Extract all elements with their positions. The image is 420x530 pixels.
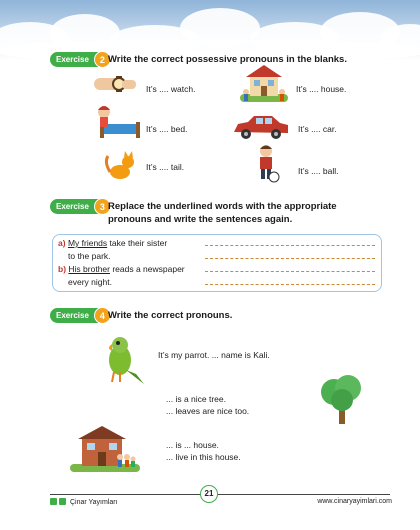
sentence-b-line2: every night. — [68, 277, 112, 287]
ex2-item-bed: It’s .... bed. — [146, 124, 188, 134]
exercise-2-instruction: Write the correct possessive pronouns in the blanks. — [108, 54, 347, 65]
tree-image — [316, 372, 368, 426]
exercise-3-badge: Exercise 3 — [50, 199, 109, 214]
answer-line-a1[interactable] — [205, 245, 375, 246]
exercise-3-instruction-line2: pronouns and write the sentences again. — [108, 214, 293, 225]
underlined-subject-a: My friends — [67, 238, 108, 248]
exercise-2-badge: Exercise 2 — [50, 52, 109, 67]
car-image — [232, 114, 290, 140]
parrot-image — [98, 334, 148, 386]
facebook-icon — [50, 498, 57, 505]
ex2-item-car: It’s .... car. — [298, 124, 337, 134]
exercise-4-badge: Exercise 4 — [50, 308, 109, 323]
publisher-website: www.cinaryayimlari.com — [317, 498, 392, 505]
ex4-item-parrot: It’s my parrot. ... name is Kali. — [158, 350, 270, 360]
exercise-3-instruction-line1: Replace the underlined words with the appropriate — [108, 201, 337, 212]
sentence-b: b) His brother reads a newspaper — [58, 264, 185, 274]
ex4-item-house-2: ... live in this house. — [166, 452, 241, 462]
bed-child-image — [94, 104, 140, 140]
answer-line-b1[interactable] — [205, 271, 375, 272]
underlined-subject-b: His brother — [68, 264, 110, 274]
instagram-icon — [59, 498, 66, 505]
ex4-item-tree-1: ... is a nice tree. — [166, 394, 226, 404]
house-family-image — [238, 64, 290, 104]
cat-image — [104, 150, 138, 182]
exercise-number: 3 — [94, 198, 111, 215]
ex4-item-house-1: ... is ... house. — [166, 440, 219, 450]
answer-line-a2[interactable] — [205, 258, 375, 259]
ex2-item-tail: It’s .... tail. — [146, 162, 185, 172]
publisher-brand: Çinar Yayımları — [50, 498, 118, 506]
exercise-4-instruction: Write the correct pronouns. — [108, 310, 233, 321]
sky-header — [0, 0, 420, 60]
answer-line-b2[interactable] — [205, 284, 375, 285]
ex2-item-house: It’s .... house. — [296, 84, 347, 94]
sentence-a-line2: to the park. — [68, 251, 111, 261]
watch-hand-image — [94, 72, 136, 98]
house-family-image-2 — [70, 426, 140, 472]
sentence-a: a) My friends take their sister — [58, 238, 168, 248]
ex4-item-tree-2: ... leaves are nice too. — [166, 406, 250, 416]
ex2-item-watch: It’s .... watch. — [146, 84, 196, 94]
footer-divider — [50, 494, 390, 495]
exercise-number: 4 — [94, 307, 111, 324]
boy-ball-image — [254, 144, 280, 184]
ex2-item-ball: It’s .... ball. — [298, 166, 339, 176]
page-number: 21 — [200, 485, 218, 503]
exercise-number: 2 — [94, 51, 111, 68]
